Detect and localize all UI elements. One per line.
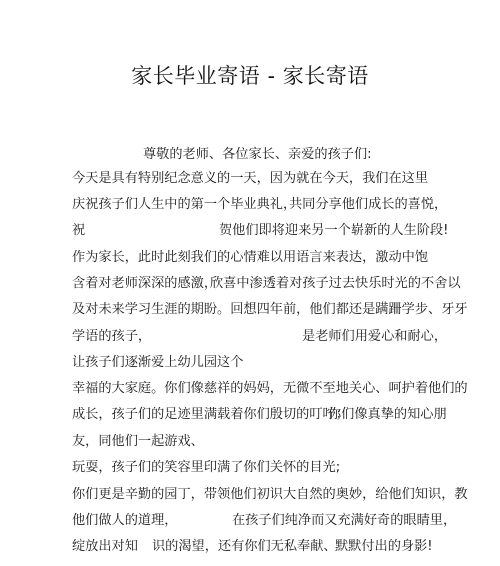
paragraph-line: 绽放出对知	[72, 539, 138, 554]
paragraph-line: 让孩子们逐渐爱上幼儿园这个	[72, 355, 244, 370]
paragraph-line: 及对未来学习生涯的期盼。回想四年前，他们都还是蹒跚学步、牙牙	[72, 302, 468, 317]
paragraph-line: 在孩子们纯净而又充满好奇的眼睛里，	[232, 513, 457, 528]
paragraph-line: 祝	[72, 223, 86, 238]
paragraph-line: 欣喜中渗透着对孩子过去快乐时光的不舍以	[210, 276, 461, 291]
paragraph-line: 今天是具有特别纪念意义的一天，因为就在今天，我们在这里	[72, 171, 429, 186]
paragraph-line: 幸福的大家庭。你们像慈祥的妈妈，无微不至地关心、呵护着他们的	[72, 381, 468, 396]
paragraph-line: 成长，孩子们的足迹里满载着你们殷切的叮咛；	[72, 407, 349, 422]
paragraph-line: 你们更是辛勤的园丁，带领他们初识大自然的奥妙，给他们知识，教	[72, 487, 468, 502]
document-title: 家长毕业寄语 - 家长寄语	[131, 64, 369, 88]
paragraph-line: 作为家长，此时此刻我们的心情难以用语言来表达，激动中饱	[72, 250, 429, 265]
paragraph-line: 贺他们即将迎来另一个崭新的人生阶段!	[219, 223, 449, 238]
paragraph-line: 默默付出的身影!	[335, 539, 433, 554]
paragraph-line: 庆祝孩子们人生中的第一个毕业典礼，	[72, 197, 297, 212]
paragraph-line: 友，同他们一起游戏、	[72, 434, 204, 449]
paragraph-line: 学语的孩子，	[72, 329, 152, 344]
paragraph-line: 识的渴望，还有你们无私奉献、	[152, 539, 337, 554]
paragraph-line: 他们做人的道理，	[72, 513, 178, 528]
paragraph-line: 共同分享他们成长的喜悦，	[289, 197, 448, 212]
paragraph-line: 是老师们用爱心和耐心，	[302, 329, 448, 344]
paragraph-line: 含着对老师深深的感激，	[72, 276, 218, 291]
paragraph-line: 玩耍，孩子们的笑容里印满了你们关怀的目光;	[72, 460, 341, 475]
salutation-line: 尊敬的老师、各位家长、亲爱的孩子们:	[143, 147, 372, 162]
paragraph-line: 你们像真挚的知心朋	[328, 407, 447, 422]
